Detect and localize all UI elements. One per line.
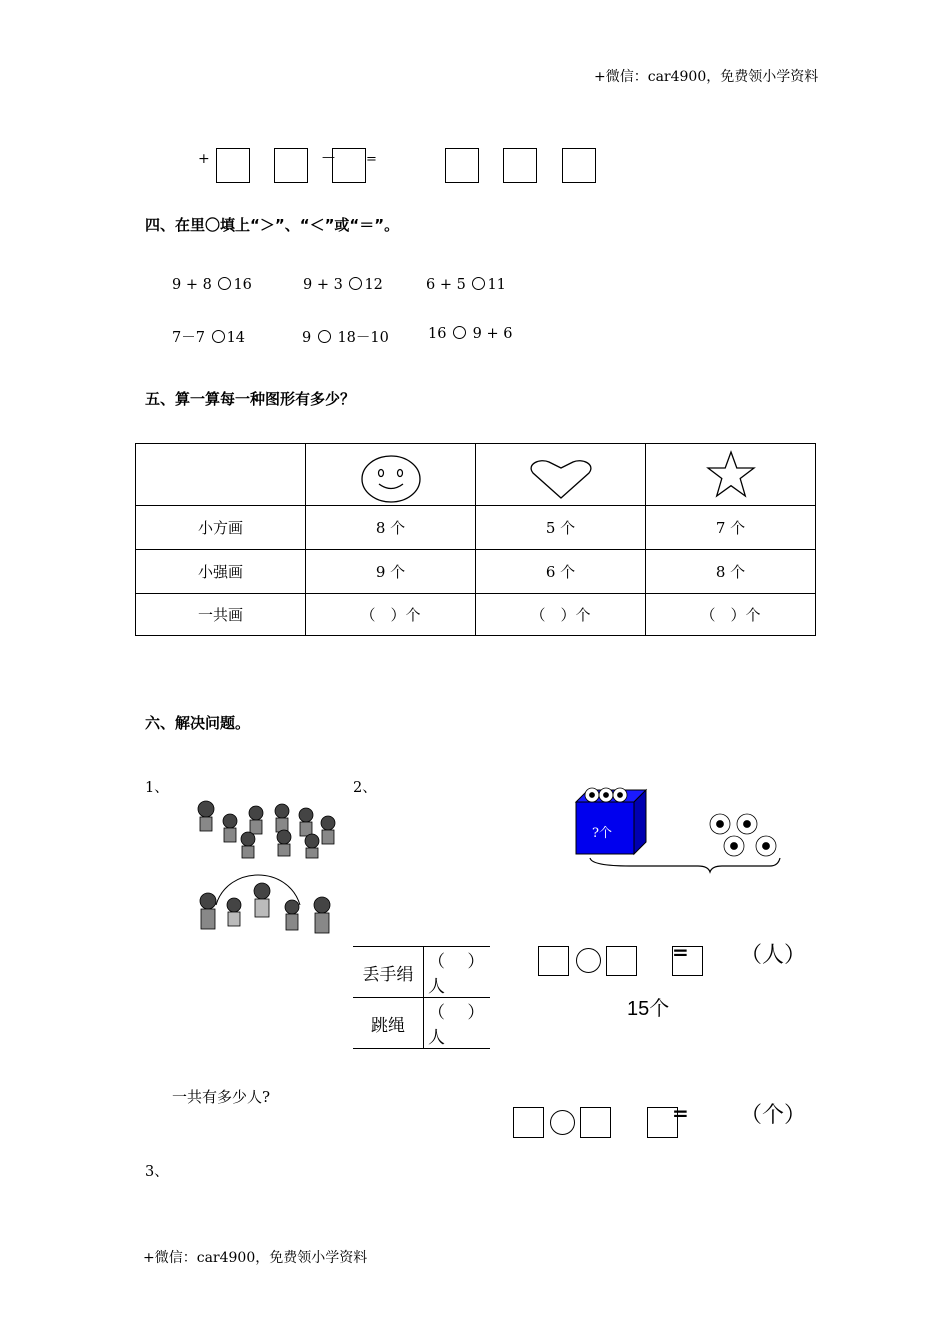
answer-box[interactable]: [538, 946, 569, 976]
compare-circle[interactable]: [318, 330, 331, 343]
activity-blank[interactable]: （ ）人: [424, 947, 491, 998]
table-header-cell: [306, 444, 476, 506]
header-note: +微信：car4900，免费领小学资料: [594, 69, 819, 85]
row-label: 一共画: [136, 594, 306, 636]
question-number: 1、: [145, 780, 169, 796]
minus-sign: —: [322, 150, 335, 165]
table-cell: 8 个: [306, 506, 476, 550]
question-text: 一共有多少人?: [172, 1088, 271, 1106]
smiley-face-icon: [359, 452, 423, 504]
answer-box[interactable]: [445, 148, 479, 183]
answer-box[interactable]: [274, 148, 308, 183]
compare-item[interactable]: 9 18－10: [302, 330, 389, 346]
shape-count-table: [135, 443, 816, 636]
compare-circle[interactable]: [472, 277, 485, 290]
answer-box[interactable]: [513, 1107, 544, 1138]
footer-note: +微信：car4900，免费领小学资料: [143, 1250, 368, 1266]
answer-box[interactable]: [672, 946, 703, 976]
star-icon: [705, 450, 757, 500]
activity-label: 跳绳: [353, 998, 424, 1049]
plus-sign: +: [198, 151, 210, 167]
answer-cell[interactable]: （ ）个: [646, 594, 816, 636]
box-label: ?个: [592, 826, 612, 841]
compare-item[interactable]: 7－7 14: [172, 330, 246, 346]
compare-circle[interactable]: [212, 330, 225, 343]
question-number: 3、: [145, 1164, 169, 1180]
table-row: [353, 947, 490, 998]
table-header-row: [136, 444, 816, 506]
activity-label: 丢手绢: [353, 947, 424, 998]
table-corner-cell: [136, 444, 306, 506]
table-row: [136, 506, 816, 550]
equals-sign: =: [366, 152, 377, 167]
table-row: [136, 594, 816, 636]
compare-item[interactable]: 6 + 5 11: [426, 277, 506, 293]
table-row: [353, 998, 490, 1049]
activity-table: [353, 946, 490, 1049]
equals-sign: =: [672, 940, 689, 964]
table-header-cell: [646, 444, 816, 506]
children-playing-illustration: [188, 795, 343, 945]
compare-item[interactable]: 9 + 8 16: [172, 277, 252, 293]
compare-circle[interactable]: [218, 277, 231, 290]
answer-box[interactable]: [580, 1107, 611, 1138]
operator-circle[interactable]: [576, 948, 601, 973]
unit-label: （个）: [740, 1103, 807, 1128]
answer-box[interactable]: [562, 148, 596, 183]
question-number: 2、: [353, 780, 377, 796]
table-cell: 6 个: [476, 550, 646, 594]
answer-cell[interactable]: （ ）个: [476, 594, 646, 636]
operator-circle[interactable]: [550, 1110, 575, 1135]
equals-sign: =: [672, 1101, 689, 1125]
section5-title: 五、算一算每一种图形有多少？: [145, 390, 356, 408]
compare-circle[interactable]: [453, 326, 466, 339]
table-cell: 9 个: [306, 550, 476, 594]
unit-label: （人）: [740, 943, 807, 968]
table-cell: 5 个: [476, 506, 646, 550]
table-cell: 8 个: [646, 550, 816, 594]
table-header-cell: [476, 444, 646, 506]
answer-cell[interactable]: （ ）个: [306, 594, 476, 636]
activity-blank[interactable]: （ ）人: [424, 998, 491, 1049]
table-cell: 7 个: [646, 506, 816, 550]
row-label: 小强画: [136, 550, 306, 594]
heart-icon: [528, 456, 594, 502]
section4-title: 四、在里〇填上“＞”、“＜”或“＝”。: [145, 216, 400, 234]
compare-circle[interactable]: [349, 277, 362, 290]
compare-item[interactable]: 16 9 + 6: [428, 326, 513, 342]
table-row: [136, 550, 816, 594]
answer-box[interactable]: [332, 148, 366, 183]
answer-box[interactable]: [216, 148, 250, 183]
section6-title: 六、解决问题。: [145, 714, 251, 732]
answer-box[interactable]: [503, 148, 537, 183]
total-label: 15个: [627, 998, 670, 1020]
compare-item[interactable]: 9 + 3 12: [303, 277, 383, 293]
answer-box[interactable]: [606, 946, 637, 976]
row-label: 小方画: [136, 506, 306, 550]
